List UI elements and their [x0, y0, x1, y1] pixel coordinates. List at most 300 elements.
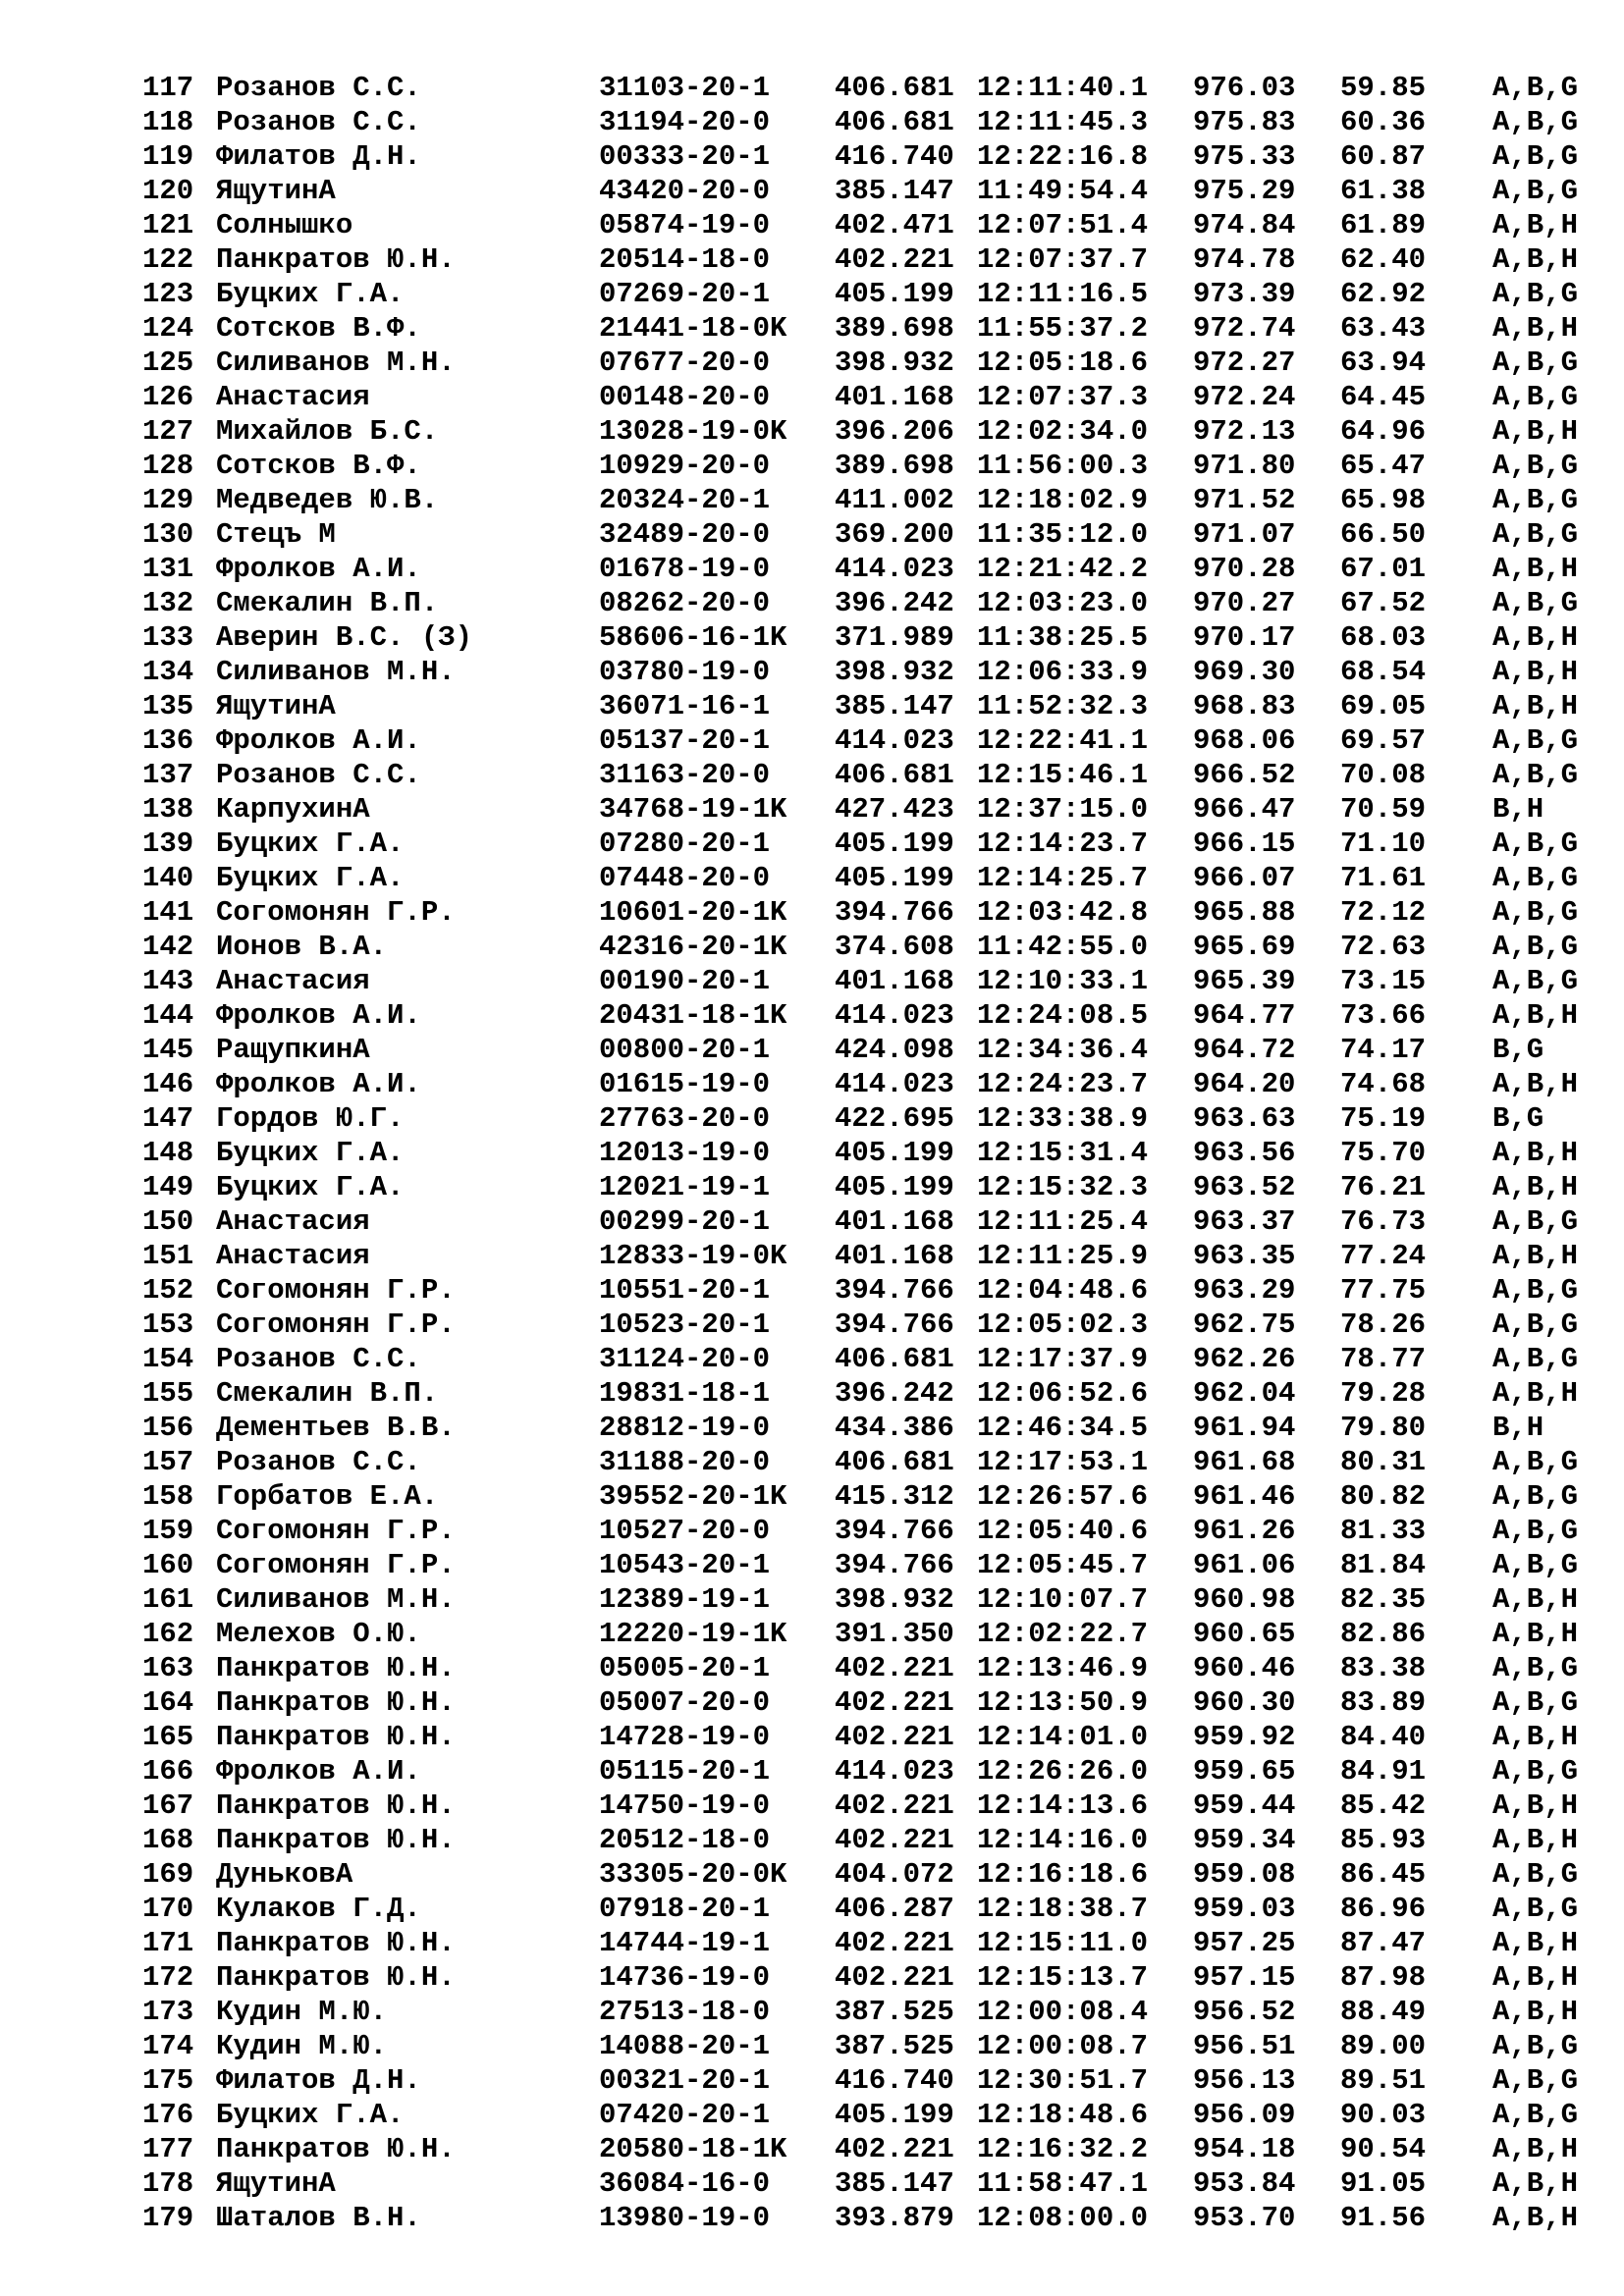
- fancier-name: Буцких Г.А.: [216, 278, 405, 310]
- fancier-name: Сотсков В.Ф.: [216, 312, 421, 345]
- coefficient: 67.52: [1340, 587, 1427, 619]
- speed: 975.29: [1193, 175, 1296, 207]
- fancier-name: Буцких Г.А.: [216, 1137, 405, 1169]
- speed: 969.30: [1193, 656, 1296, 688]
- speed: 962.04: [1193, 1377, 1296, 1410]
- table-row: [137, 1308, 1579, 1342]
- table-row: [137, 311, 1579, 346]
- row-number: 131: [142, 553, 194, 585]
- ring-number: 10523-20-1: [599, 1308, 771, 1341]
- coefficient: 64.45: [1340, 381, 1427, 413]
- category-tags: A,B,G: [1492, 278, 1579, 310]
- speed: 976.03: [1193, 72, 1296, 104]
- arrival-time: 12:17:37.9: [977, 1343, 1149, 1375]
- speed: 963.35: [1193, 1240, 1296, 1272]
- distance: 406.681: [835, 759, 954, 791]
- arrival-time: 12:14:16.0: [977, 1824, 1149, 1856]
- arrival-time: 12:07:51.4: [977, 209, 1149, 241]
- row-number: 165: [142, 1721, 194, 1753]
- speed: 971.07: [1193, 518, 1296, 551]
- table-row: [137, 1273, 1579, 1308]
- arrival-time: 12:37:15.0: [977, 793, 1149, 826]
- arrival-time: 12:02:34.0: [977, 415, 1149, 448]
- category-tags: A,B,H: [1492, 1996, 1579, 2028]
- fancier-name: Дементьев В.В.: [216, 1412, 456, 1444]
- fancier-name: Согомонян Г.Р.: [216, 1308, 456, 1341]
- speed: 968.06: [1193, 724, 1296, 757]
- coefficient: 89.00: [1340, 2030, 1427, 2062]
- fancier-name: Фролков А.И.: [216, 1068, 421, 1100]
- speed: 971.80: [1193, 450, 1296, 482]
- fancier-name: Смекалин В.П.: [216, 587, 439, 619]
- ring-number: 19831-18-1: [599, 1377, 771, 1410]
- row-number: 178: [142, 2167, 194, 2200]
- ring-number: 07420-20-1: [599, 2099, 771, 2131]
- fancier-name: Кудин М.Ю.: [216, 2030, 388, 2062]
- coefficient: 91.05: [1340, 2167, 1427, 2200]
- distance: 414.023: [835, 1068, 954, 1100]
- row-number: 176: [142, 2099, 194, 2131]
- row-number: 152: [142, 1274, 194, 1307]
- coefficient: 87.98: [1340, 1961, 1427, 1994]
- coefficient: 90.54: [1340, 2133, 1427, 2165]
- table-row: [137, 895, 1579, 930]
- ring-number: 10551-20-1: [599, 1274, 771, 1307]
- category-tags: A,B,H: [1492, 1961, 1579, 1994]
- fancier-name: КарпухинА: [216, 793, 370, 826]
- ring-number: 58606-16-1K: [599, 621, 787, 654]
- distance: 398.932: [835, 1583, 954, 1616]
- arrival-time: 12:14:13.6: [977, 1789, 1149, 1822]
- arrival-time: 12:18:38.7: [977, 1893, 1149, 1925]
- speed: 970.27: [1193, 587, 1296, 619]
- arrival-time: 12:46:34.5: [977, 1412, 1149, 1444]
- arrival-time: 12:05:45.7: [977, 1549, 1149, 1581]
- category-tags: A,B,H: [1492, 999, 1579, 1032]
- speed: 959.03: [1193, 1893, 1296, 1925]
- fancier-name: Мелехов О.Ю.: [216, 1618, 421, 1650]
- row-number: 179: [142, 2202, 194, 2234]
- coefficient: 77.24: [1340, 1240, 1427, 1272]
- arrival-time: 12:33:38.9: [977, 1102, 1149, 1135]
- ring-number: 00148-20-0: [599, 381, 771, 413]
- speed: 962.26: [1193, 1343, 1296, 1375]
- arrival-time: 12:05:18.6: [977, 347, 1149, 379]
- distance: 406.287: [835, 1893, 954, 1925]
- arrival-time: 12:34:36.4: [977, 1034, 1149, 1066]
- table-row: [137, 1136, 1579, 1170]
- table-row: [137, 346, 1579, 380]
- table-row: [137, 1033, 1551, 1067]
- coefficient: 84.91: [1340, 1755, 1427, 1788]
- fancier-name: Панкратов Ю.Н.: [216, 1652, 456, 1684]
- speed: 960.65: [1193, 1618, 1296, 1650]
- arrival-time: 11:35:12.0: [977, 518, 1149, 551]
- fancier-name: Смекалин В.П.: [216, 1377, 439, 1410]
- coefficient: 73.66: [1340, 999, 1427, 1032]
- arrival-time: 12:14:25.7: [977, 862, 1149, 894]
- speed: 960.46: [1193, 1652, 1296, 1684]
- coefficient: 62.92: [1340, 278, 1427, 310]
- fancier-name: Розанов С.С.: [216, 759, 421, 791]
- row-number: 126: [142, 381, 194, 413]
- speed: 974.84: [1193, 209, 1296, 241]
- distance: 402.221: [835, 1961, 954, 1994]
- ring-number: 42316-20-1K: [599, 931, 787, 963]
- coefficient: 60.36: [1340, 106, 1427, 138]
- ring-number: 01615-19-0: [599, 1068, 771, 1100]
- speed: 973.39: [1193, 278, 1296, 310]
- row-number: 122: [142, 243, 194, 276]
- ring-number: 28812-19-0: [599, 1412, 771, 1444]
- row-number: 148: [142, 1137, 194, 1169]
- row-number: 158: [142, 1480, 194, 1513]
- speed: 963.56: [1193, 1137, 1296, 1169]
- distance: 394.766: [835, 1274, 954, 1307]
- distance: 394.766: [835, 1549, 954, 1581]
- coefficient: 78.77: [1340, 1343, 1427, 1375]
- category-tags: A,B,G: [1492, 1652, 1579, 1684]
- speed: 964.72: [1193, 1034, 1296, 1066]
- distance: 369.200: [835, 518, 954, 551]
- fancier-name: Ионов В.А.: [216, 931, 388, 963]
- table-row: [137, 1445, 1579, 1479]
- distance: 396.242: [835, 587, 954, 619]
- table-row: [137, 1651, 1579, 1685]
- distance: 396.242: [835, 1377, 954, 1410]
- coefficient: 75.70: [1340, 1137, 1427, 1169]
- row-number: 128: [142, 450, 194, 482]
- table-row: [137, 1342, 1579, 1376]
- coefficient: 79.28: [1340, 1377, 1427, 1410]
- distance: 405.199: [835, 1171, 954, 1203]
- distance: 401.168: [835, 965, 954, 997]
- table-row: [137, 964, 1579, 998]
- ring-number: 31103-20-1: [599, 72, 771, 104]
- arrival-time: 12:06:52.6: [977, 1377, 1149, 1410]
- table-row: [137, 930, 1579, 964]
- category-tags: A,B,G: [1492, 347, 1579, 379]
- row-number: 164: [142, 1686, 194, 1719]
- row-number: 173: [142, 1996, 194, 2028]
- speed: 972.27: [1193, 347, 1296, 379]
- row-number: 118: [142, 106, 194, 138]
- row-number: 125: [142, 347, 194, 379]
- arrival-time: 12:10:33.1: [977, 965, 1149, 997]
- table-row: [137, 139, 1579, 174]
- distance: 394.766: [835, 1308, 954, 1341]
- table-row: [137, 2063, 1579, 2098]
- table-row: [137, 1411, 1551, 1445]
- table-row: [137, 277, 1579, 311]
- speed: 957.25: [1193, 1927, 1296, 1959]
- coefficient: 76.21: [1340, 1171, 1427, 1203]
- speed: 970.28: [1193, 553, 1296, 585]
- row-number: 154: [142, 1343, 194, 1375]
- distance: 415.312: [835, 1480, 954, 1513]
- table-row: [137, 1376, 1579, 1411]
- row-number: 127: [142, 415, 194, 448]
- arrival-time: 12:11:25.9: [977, 1240, 1149, 1272]
- distance: 402.471: [835, 209, 954, 241]
- distance: 389.698: [835, 312, 954, 345]
- distance: 404.072: [835, 1858, 954, 1891]
- fancier-name: Анастасия: [216, 381, 370, 413]
- row-number: 139: [142, 828, 194, 860]
- distance: 371.989: [835, 621, 954, 654]
- row-number: 149: [142, 1171, 194, 1203]
- coefficient: 91.56: [1340, 2202, 1427, 2234]
- fancier-name: Аверин В.С. (З): [216, 621, 473, 654]
- category-tags: A,B,G: [1492, 2030, 1579, 2062]
- speed: 972.13: [1193, 415, 1296, 448]
- category-tags: A,B,G: [1492, 1549, 1579, 1581]
- speed: 963.29: [1193, 1274, 1296, 1307]
- row-number: 146: [142, 1068, 194, 1100]
- distance: 406.681: [835, 1343, 954, 1375]
- fancier-name: Буцких Г.А.: [216, 2099, 405, 2131]
- table-row: [137, 998, 1579, 1033]
- arrival-time: 12:11:25.4: [977, 1205, 1149, 1238]
- distance: 402.221: [835, 1686, 954, 1719]
- coefficient: 60.87: [1340, 140, 1427, 173]
- table-row: [137, 1582, 1579, 1617]
- row-number: 121: [142, 209, 194, 241]
- category-tags: A,B,G: [1492, 72, 1579, 104]
- arrival-time: 12:16:32.2: [977, 2133, 1149, 2165]
- distance: 385.147: [835, 175, 954, 207]
- coefficient: 86.96: [1340, 1893, 1427, 1925]
- arrival-time: 12:03:42.8: [977, 896, 1149, 929]
- category-tags: A,B,G: [1492, 1515, 1579, 1547]
- table-row: [137, 71, 1579, 105]
- fancier-name: Сотсков В.Ф.: [216, 450, 421, 482]
- speed: 956.51: [1193, 2030, 1296, 2062]
- table-row: [137, 792, 1551, 827]
- coefficient: 69.57: [1340, 724, 1427, 757]
- row-number: 119: [142, 140, 194, 173]
- coefficient: 77.75: [1340, 1274, 1427, 1307]
- ring-number: 36084-16-0: [599, 2167, 771, 2200]
- coefficient: 80.82: [1340, 1480, 1427, 1513]
- distance: 405.199: [835, 1137, 954, 1169]
- category-tags: A,B,H: [1492, 1927, 1579, 1959]
- coefficient: 64.96: [1340, 415, 1427, 448]
- category-tags: A,B,H: [1492, 1824, 1579, 1856]
- category-tags: A,B,H: [1492, 656, 1579, 688]
- fancier-name: РащупкинА: [216, 1034, 370, 1066]
- ring-number: 14088-20-1: [599, 2030, 771, 2062]
- ring-number: 20431-18-1K: [599, 999, 787, 1032]
- table-row: [137, 1479, 1579, 1514]
- arrival-time: 12:15:11.0: [977, 1927, 1149, 1959]
- category-tags: A,B,G: [1492, 896, 1579, 929]
- distance: 396.206: [835, 415, 954, 448]
- distance: 394.766: [835, 1515, 954, 1547]
- ring-number: 05115-20-1: [599, 1755, 771, 1788]
- table-row: [137, 2132, 1579, 2166]
- distance: 414.023: [835, 999, 954, 1032]
- ring-number: 20324-20-1: [599, 484, 771, 516]
- fancier-name: Розанов С.С.: [216, 72, 421, 104]
- coefficient: 84.40: [1340, 1721, 1427, 1753]
- arrival-time: 12:24:23.7: [977, 1068, 1149, 1100]
- arrival-time: 12:10:07.7: [977, 1583, 1149, 1616]
- row-number: 140: [142, 862, 194, 894]
- table-row: [137, 1101, 1551, 1136]
- distance: 405.199: [835, 2099, 954, 2131]
- ring-number: 00333-20-1: [599, 140, 771, 173]
- coefficient: 76.73: [1340, 1205, 1427, 1238]
- category-tags: A,B,G: [1492, 862, 1579, 894]
- category-tags: A,B,G: [1492, 381, 1579, 413]
- category-tags: A,B,G: [1492, 484, 1579, 516]
- fancier-name: Медведев Ю.В.: [216, 484, 439, 516]
- row-number: 170: [142, 1893, 194, 1925]
- fancier-name: Горбатов Е.А.: [216, 1480, 439, 1513]
- category-tags: A,B,G: [1492, 828, 1579, 860]
- speed: 960.30: [1193, 1686, 1296, 1719]
- coefficient: 61.38: [1340, 175, 1427, 207]
- fancier-name: Розанов С.С.: [216, 1343, 421, 1375]
- distance: 402.221: [835, 1652, 954, 1684]
- category-tags: A,B,H: [1492, 2133, 1579, 2165]
- table-row: [137, 1857, 1579, 1892]
- fancier-name: Фролков А.И.: [216, 553, 421, 585]
- ring-number: 00299-20-1: [599, 1205, 771, 1238]
- distance: 406.681: [835, 106, 954, 138]
- row-number: 157: [142, 1446, 194, 1478]
- table-row: [137, 1548, 1579, 1582]
- coefficient: 78.26: [1340, 1308, 1427, 1341]
- table-row: [137, 1685, 1579, 1720]
- category-tags: A,B,H: [1492, 415, 1579, 448]
- arrival-time: 12:11:45.3: [977, 106, 1149, 138]
- table-row: [137, 1514, 1579, 1548]
- table-row: [137, 1170, 1579, 1204]
- row-number: 177: [142, 2133, 194, 2165]
- fancier-name: Согомонян Г.Р.: [216, 896, 456, 929]
- category-tags: A,B,G: [1492, 965, 1579, 997]
- fancier-name: ЯщутинА: [216, 690, 336, 722]
- row-number: 167: [142, 1789, 194, 1822]
- row-number: 159: [142, 1515, 194, 1547]
- category-tags: A,B,G: [1492, 1446, 1579, 1478]
- fancier-name: Розанов С.С.: [216, 106, 421, 138]
- fancier-name: ДуньковА: [216, 1858, 353, 1891]
- ring-number: 07448-20-0: [599, 862, 771, 894]
- ring-number: 07280-20-1: [599, 828, 771, 860]
- fancier-name: Солнышко: [216, 209, 353, 241]
- distance: 402.221: [835, 1824, 954, 1856]
- category-tags: A,B,H: [1492, 1137, 1579, 1169]
- ring-number: 14728-19-0: [599, 1721, 771, 1753]
- category-tags: A,B,G: [1492, 759, 1579, 791]
- ring-number: 31163-20-0: [599, 759, 771, 791]
- coefficient: 88.49: [1340, 1996, 1427, 2028]
- arrival-time: 12:22:16.8: [977, 140, 1149, 173]
- ring-number: 14750-19-0: [599, 1789, 771, 1822]
- category-tags: A,B,G: [1492, 1686, 1579, 1719]
- table-row: [137, 586, 1579, 620]
- fancier-name: Фролков А.И.: [216, 999, 421, 1032]
- speed: 959.08: [1193, 1858, 1296, 1891]
- category-tags: A,B,H: [1492, 621, 1579, 654]
- table-row: [137, 2166, 1579, 2201]
- arrival-time: 12:21:42.2: [977, 553, 1149, 585]
- speed: 966.52: [1193, 759, 1296, 791]
- ring-number: 13980-19-0: [599, 2202, 771, 2234]
- ring-number: 08262-20-0: [599, 587, 771, 619]
- table-row: [137, 861, 1579, 895]
- ring-number: 00190-20-1: [599, 965, 771, 997]
- arrival-time: 12:00:08.4: [977, 1996, 1149, 2028]
- coefficient: 74.17: [1340, 1034, 1427, 1066]
- arrival-time: 12:00:08.7: [977, 2030, 1149, 2062]
- table-row: [137, 1204, 1579, 1239]
- row-number: 124: [142, 312, 194, 345]
- fancier-name: Силиванов М.Н.: [216, 1583, 456, 1616]
- distance: 424.098: [835, 1034, 954, 1066]
- speed: 966.15: [1193, 828, 1296, 860]
- fancier-name: Кулаков Г.Д.: [216, 1893, 421, 1925]
- row-number: 156: [142, 1412, 194, 1444]
- category-tags: A,B,G: [1492, 931, 1579, 963]
- row-number: 147: [142, 1102, 194, 1135]
- arrival-time: 12:30:51.7: [977, 2064, 1149, 2097]
- category-tags: B,G: [1492, 1102, 1544, 1135]
- distance: 402.221: [835, 1927, 954, 1959]
- coefficient: 70.59: [1340, 793, 1427, 826]
- table-row: [137, 827, 1579, 861]
- distance: 434.386: [835, 1412, 954, 1444]
- fancier-name: Анастасия: [216, 1205, 370, 1238]
- distance: 389.698: [835, 450, 954, 482]
- row-number: 151: [142, 1240, 194, 1272]
- speed: 962.75: [1193, 1308, 1296, 1341]
- table-row: [137, 2201, 1579, 2235]
- row-number: 163: [142, 1652, 194, 1684]
- distance: 374.608: [835, 931, 954, 963]
- coefficient: 59.85: [1340, 72, 1427, 104]
- distance: 405.199: [835, 278, 954, 310]
- arrival-time: 12:15:31.4: [977, 1137, 1149, 1169]
- category-tags: A,B,H: [1492, 690, 1579, 722]
- category-tags: A,B,H: [1492, 1240, 1579, 1272]
- fancier-name: Согомонян Г.Р.: [216, 1515, 456, 1547]
- distance: 385.147: [835, 2167, 954, 2200]
- table-row: [137, 1789, 1579, 1823]
- arrival-time: 12:15:32.3: [977, 1171, 1149, 1203]
- category-tags: A,B,G: [1492, 140, 1579, 173]
- distance: 398.932: [835, 656, 954, 688]
- speed: 953.84: [1193, 2167, 1296, 2200]
- speed: 965.39: [1193, 965, 1296, 997]
- table-row: [137, 1720, 1579, 1754]
- speed: 966.07: [1193, 862, 1296, 894]
- category-tags: A,B,G: [1492, 2099, 1579, 2131]
- table-row: [137, 552, 1579, 586]
- coefficient: 67.01: [1340, 553, 1427, 585]
- distance: 411.002: [835, 484, 954, 516]
- speed: 972.24: [1193, 381, 1296, 413]
- arrival-time: 12:15:13.7: [977, 1961, 1149, 1994]
- fancier-name: Панкратов Ю.Н.: [216, 1961, 456, 1994]
- fancier-name: Анастасия: [216, 965, 370, 997]
- table-row: [137, 105, 1579, 139]
- speed: 963.52: [1193, 1171, 1296, 1203]
- coefficient: 86.45: [1340, 1858, 1427, 1891]
